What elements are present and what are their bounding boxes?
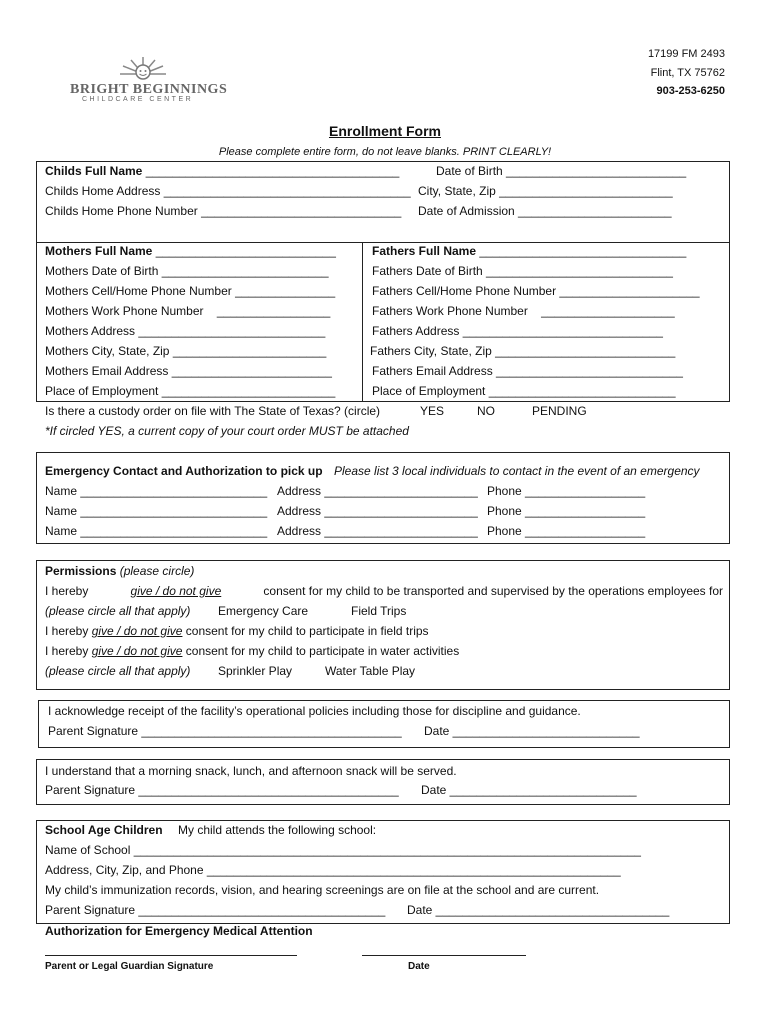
policies-date-field[interactable]: Date ____________________________: [424, 724, 640, 738]
snack-date-field[interactable]: Date ____________________________: [421, 783, 637, 797]
permissions-title: Permissions: [45, 564, 117, 578]
mother-work-field[interactable]: Mothers Work Phone Number _________________: [45, 304, 331, 318]
emergency-phone-3[interactable]: Phone __________________: [487, 524, 646, 538]
emergency-name-1[interactable]: Name ____________________________: [45, 484, 268, 498]
page-title: Enrollment Form: [328, 123, 441, 139]
circle-all-note: (please circle all that apply): [45, 604, 191, 618]
mother-employment-field[interactable]: Place of Employment __________________________: [45, 384, 336, 398]
mother-cell-field[interactable]: Mothers Cell/Home Phone Number _______________: [45, 284, 336, 298]
child-dob-field[interactable]: Date of Birth ___________________________: [436, 164, 687, 178]
medical-date-label: Date: [408, 961, 430, 972]
emergency-heading: Emergency Contact and Authorization to pick up: [45, 464, 323, 478]
snack-signature-field[interactable]: Parent Signature _______________________________________: [45, 783, 399, 797]
school-name-field[interactable]: Name of School ____________________________________________________________________________: [45, 843, 641, 857]
option-field-trips[interactable]: Field Trips: [351, 604, 407, 618]
child-name-line: ______________________________________: [142, 164, 400, 178]
permission-field-trips: [45, 624, 429, 638]
father-city-field[interactable]: Fathers City, State, Zip ___________________________: [370, 344, 676, 358]
policies-text: I acknowledge receipt of the facility’s operational policies including those for discipline and guidance.: [48, 704, 581, 718]
permission-field-end: consent for my child to participate in field trips: [185, 624, 429, 638]
logo: [68, 54, 228, 104]
mother-address-field[interactable]: Mothers Address ____________________________: [45, 324, 326, 338]
medical-signature-label: Parent or Legal Guardian Signature: [45, 961, 214, 972]
school-heading: School Age Children: [45, 823, 163, 837]
custody-question: Is there a custody order on file with The State of Texas? (circle): [45, 404, 381, 418]
snack-text: I understand that a morning snack, lunch, and afternoon snack will be served.: [45, 764, 457, 778]
medical-date-line[interactable]: [362, 955, 526, 956]
father-email-field[interactable]: Fathers Email Address ____________________________: [372, 364, 683, 378]
father-address-field[interactable]: Fathers Address ______________________________: [372, 324, 663, 338]
school-immunization: My child’s immunization records, vision, and hearing screenings are on file at the school and are current.: [45, 883, 600, 897]
logo-name: BRIGHT BEGINNINGS: [70, 82, 228, 97]
school-date-field[interactable]: Date ___________________________________: [407, 903, 670, 917]
medical-heading: Authorization for Emergency Medical Attention: [45, 924, 313, 938]
permission-water-end: consent for my child to participate in water activities: [185, 644, 460, 658]
mother-city-field[interactable]: Mothers City, State, Zip _______________________: [45, 344, 327, 358]
logo-subtitle: CHILDCARE CENTER: [82, 96, 194, 103]
mother-dob-field[interactable]: Mothers Date of Birth _________________________: [45, 264, 329, 278]
child-phone-field[interactable]: Childs Home Phone Number ______________________________: [45, 204, 402, 218]
permission-transport-choice[interactable]: give / do not give: [130, 584, 222, 598]
permission-transport: [45, 584, 723, 598]
custody-option-pending[interactable]: PENDING: [532, 404, 587, 418]
mother-name-field[interactable]: Mothers Full Name ___________________________: [45, 244, 336, 258]
emergency-address-3[interactable]: Address _______________________: [277, 524, 478, 538]
school-signature-field[interactable]: Parent Signature _____________________________________: [45, 903, 386, 917]
circle-all-note-water: (please circle all that apply): [45, 664, 191, 678]
emergency-instructions: Please list 3 local individuals to contact in the event of an emergency: [334, 464, 700, 478]
address-phone: 903-253-6250: [656, 85, 725, 97]
permissions-heading: [45, 564, 194, 578]
emergency-phone-2[interactable]: Phone __________________: [487, 504, 646, 518]
custody-note: *If circled YES, a current copy of your court order MUST be attached: [45, 424, 409, 438]
child-address-field[interactable]: Childs Home Address _____________________________________: [45, 184, 411, 198]
permission-water-choice[interactable]: give / do not give: [91, 644, 183, 658]
permission-field-start: I hereby: [45, 624, 89, 638]
emergency-name-2[interactable]: Name ____________________________: [45, 504, 268, 518]
emergency-phone-1[interactable]: Phone __________________: [487, 484, 646, 498]
emergency-address-2[interactable]: Address _______________________: [277, 504, 478, 518]
permissions-note: (please circle): [119, 564, 195, 578]
policies-signature-field[interactable]: Parent Signature _______________________________________: [48, 724, 402, 738]
medical-signature-line[interactable]: [45, 955, 297, 956]
option-sprinkler-play[interactable]: Sprinkler Play: [218, 664, 293, 678]
custody-option-yes[interactable]: YES: [420, 404, 445, 418]
form-instructions: Please complete entire form, do not leave blanks. PRINT CLEARLY!: [218, 146, 552, 158]
emergency-name-3[interactable]: Name ____________________________: [45, 524, 268, 538]
father-name-field[interactable]: Fathers Full Name _______________________________: [372, 244, 687, 258]
child-admission-field[interactable]: Date of Admission _______________________: [418, 204, 672, 218]
permission-field-choice[interactable]: give / do not give: [91, 624, 183, 638]
permission-transport-start: I hereby: [45, 584, 89, 598]
address-city: Flint, TX 75762: [650, 67, 725, 79]
emergency-address-1[interactable]: Address _______________________: [277, 484, 478, 498]
child-name-field[interactable]: Childs Full Name ______________________________________: [45, 164, 400, 178]
child-city-field[interactable]: City, State, Zip __________________________: [418, 184, 673, 198]
father-dob-field[interactable]: Fathers Date of Birth ____________________________: [372, 264, 673, 278]
custody-option-no[interactable]: NO: [477, 404, 495, 418]
option-water-table-play[interactable]: Water Table Play: [325, 664, 416, 678]
father-employment-field[interactable]: Place of Employment ____________________________: [372, 384, 676, 398]
parents-divider: [362, 242, 363, 402]
permission-water: [45, 644, 459, 658]
father-work-field[interactable]: Fathers Work Phone Number ____________________: [372, 304, 675, 318]
permission-water-start: I hereby: [45, 644, 89, 658]
permission-transport-end: consent for my child to be transported and supervised by the operations employees for: [263, 584, 723, 598]
mother-email-field[interactable]: Mothers Email Address ________________________: [45, 364, 332, 378]
school-attends: My child attends the following school:: [178, 823, 377, 837]
address-street: 17199 FM 2493: [647, 48, 725, 60]
option-emergency-care[interactable]: Emergency Care: [218, 604, 309, 618]
school-address-field[interactable]: Address, City, Zip, and Phone ______________________________________________________________: [45, 863, 621, 877]
father-cell-field[interactable]: Fathers Cell/Home Phone Number _____________________: [372, 284, 700, 298]
